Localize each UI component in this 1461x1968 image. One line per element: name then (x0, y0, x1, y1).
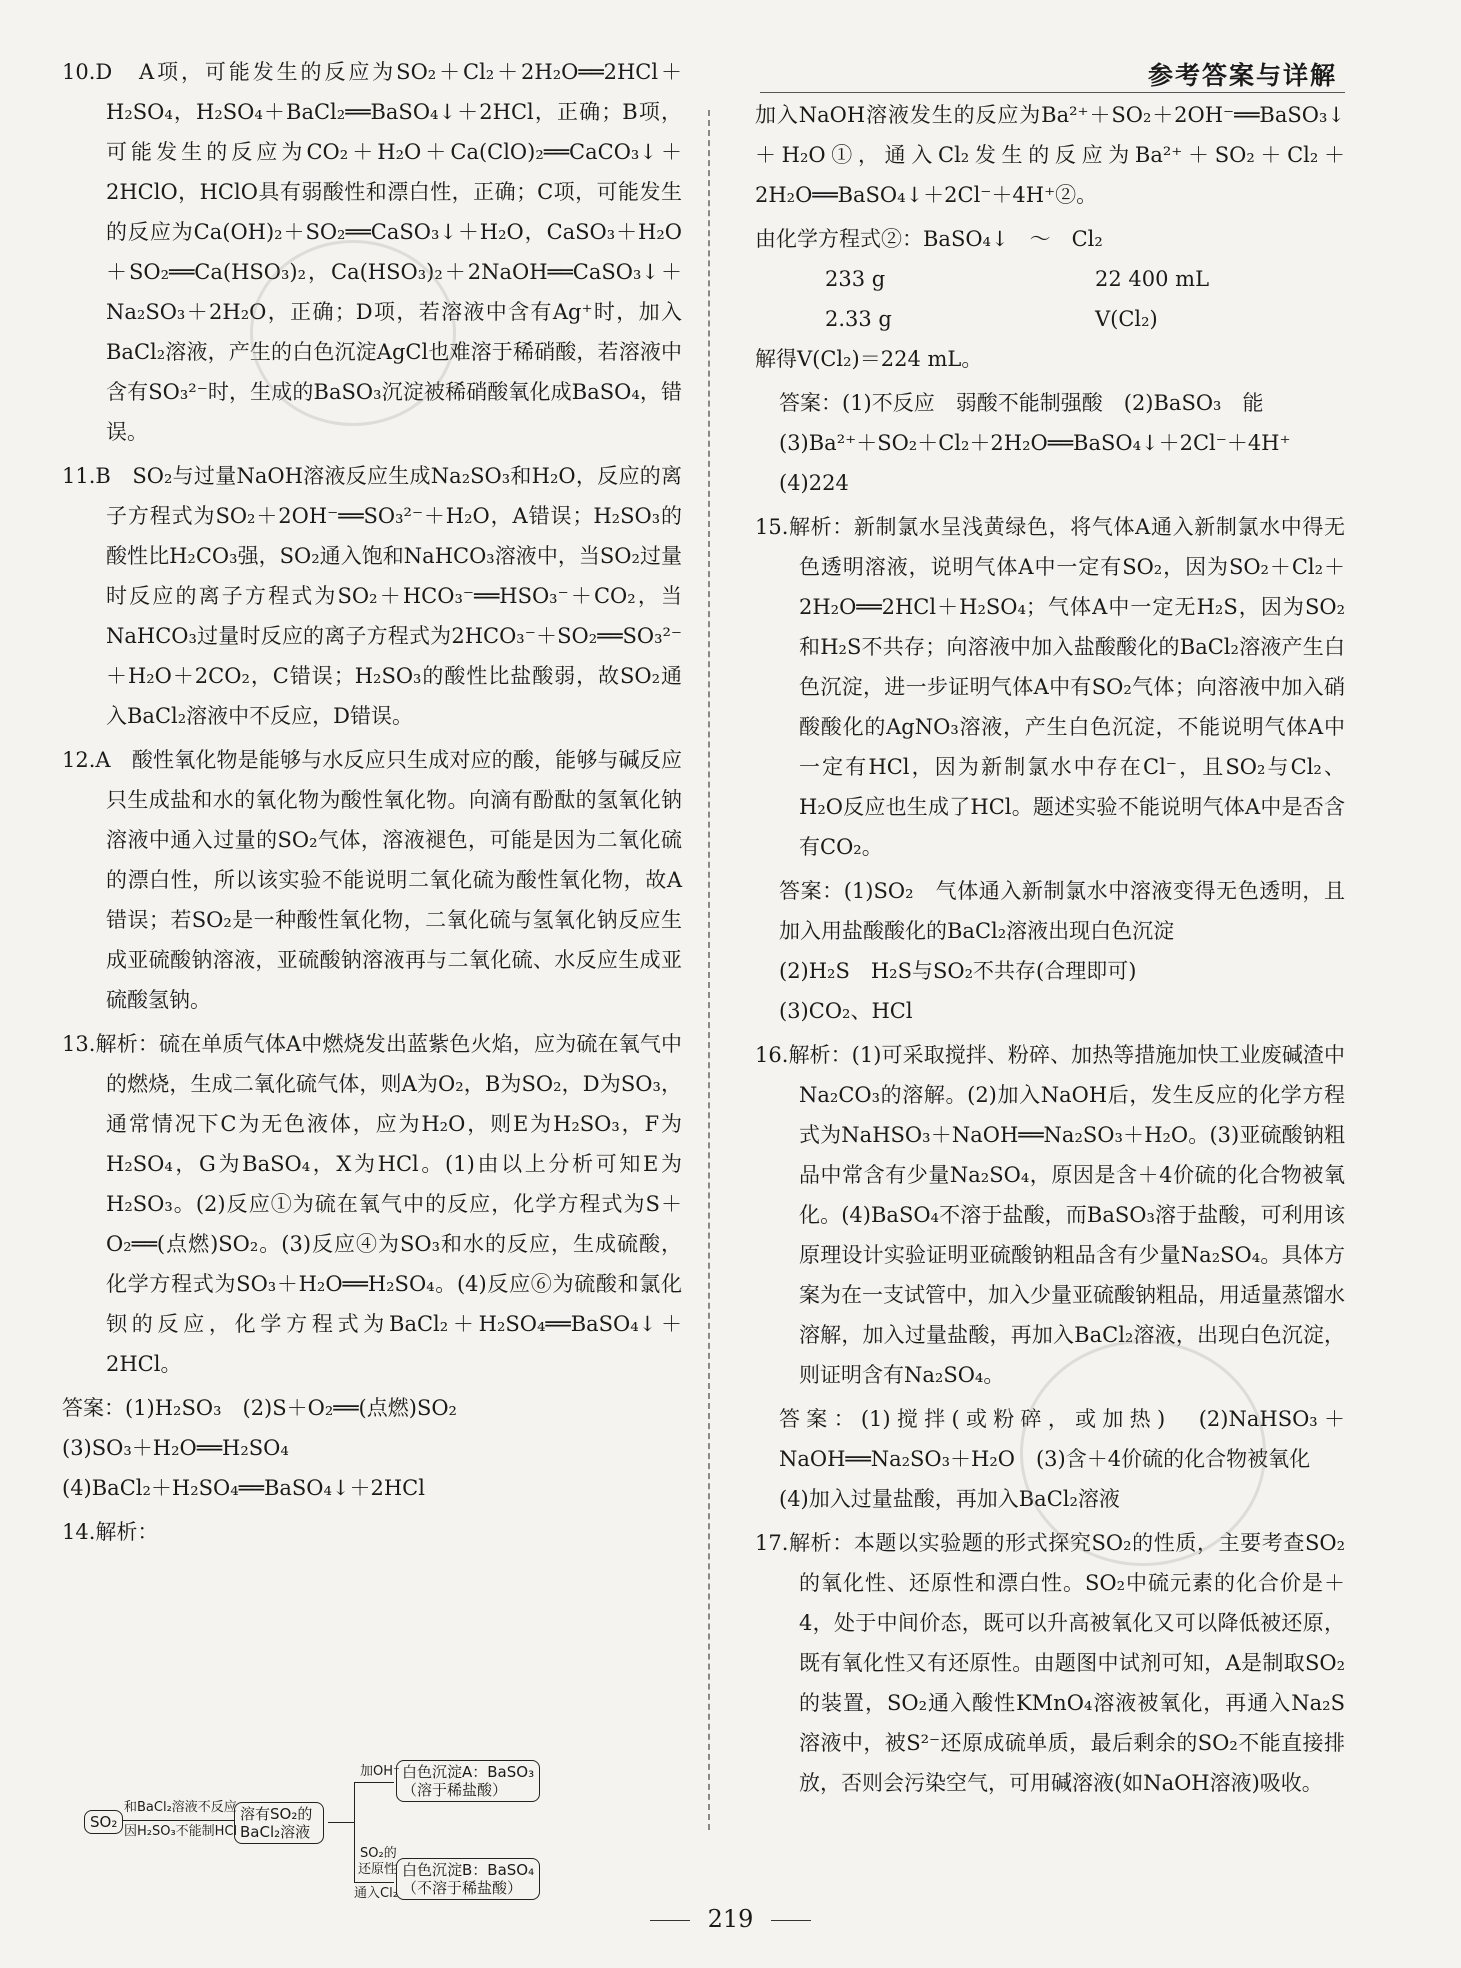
ratio-volume-2: V(Cl₂) (1095, 307, 1158, 331)
answer-13-text: 13.解析：硫在单质气体A中燃烧发出蓝紫色火焰，应为硫在氧气中的燃烧，生成二氧化硫气体，则A为O₂，B为SO₂，D为SO₃，通常情况下C为无色液体，应为H₂O，则E为H₂SO₃，F为H₂SO₄，G为BaSO₄，X为HCl。(1)由以上分析可知E为H₂SO₃。(2)反应①为硫在氧气中的反应，化学方程式为S＋O₂══(点燃)SO₂。(3)反应④为SO₃和水的反应，生成硫酸，化学方程式为SO₃＋H₂O══H₂SO₄。(4)反应⑥为硫酸和氯化钡的反应，化学方程式为BaCl₂＋H₂SO₄══BaSO₄↓＋2HCl。 (62, 1032, 682, 1376)
watermark-stamp-2 (1020, 1340, 1266, 1566)
answer-14-ratio (755, 219, 1345, 379)
answer-15-result (755, 871, 1345, 1031)
answer-13-result-3: (4)BaCl₂＋H₂SO₄══BaSO₄↓＋2HCl (62, 1476, 425, 1500)
answer-15-result-3: (3)CO₂、HCl (779, 999, 913, 1023)
diagram-result-b-1: 白色沉淀B：BaSO₄ (402, 1861, 535, 1879)
page-header (760, 52, 1345, 93)
ratio-solution: 解得V(Cl₂)＝224 mL。 (755, 347, 983, 371)
answer-14-result-1: 答案：(1)不反应 弱酸不能制强酸 (2)BaSO₃ 能 (779, 391, 1264, 415)
diagram-note-top: 和BaCl₂溶液不反应 (124, 1800, 237, 1815)
column-divider (708, 110, 710, 1830)
diagram-note-bottom: 因H₂SO₃不能制HCl (124, 1824, 238, 1839)
answer-15-result-2: (2)H₂S H₂S与SO₂不共存(合理即可) (779, 959, 1137, 983)
diagram-start-text: SO₂ (90, 1813, 118, 1831)
diagram-start-box (84, 1810, 123, 1834)
answer-15-result-1: 答案：(1)SO₂ 气体通入新制氯水中溶液变得无色透明，且加入用盐酸酸化的BaCl₂溶液出现白色沉淀 (779, 879, 1345, 943)
diagram-result-b-box (396, 1858, 540, 1900)
footer-dash-right (771, 1920, 811, 1921)
answer-10-text: 10.D A项，可能发生的反应为SO₂＋Cl₂＋2H₂O══2HCl＋H₂SO₄，H₂SO₄＋BaCl₂══BaSO₄↓＋2HCl，正确；B项，可能发生的反应为CO₂＋H₂O＋Ca(ClO)₂══CaCO₃↓＋2HClO，HClO具有弱酸性和漂白性，正确；C项，可能发生的反应为Ca(OH)₂＋SO₂══CaSO₃↓＋H₂O，CaSO₃＋H₂O＋SO₂══Ca(HSO₃)₂，Ca(HSO₃)₂＋2NaOH══CaSO₃↓＋Na₂SO₃＋2H₂O，正确；D项，若溶液中含有Ag⁺时，加入BaCl₂溶液，产生的白色沉淀AgCl也难溶于稀硝酸，若溶液中含有SO₃²⁻时，生成的BaSO₃沉淀被稀硝酸氧化成BaSO₄，错误。 (62, 60, 682, 444)
diagram-result-a-1: 白色沉淀A：BaSO₃ (402, 1763, 535, 1781)
answer-14 (62, 1512, 682, 1552)
answer-12 (62, 740, 682, 1020)
answer-14-result-3: (4)224 (779, 471, 849, 495)
diagram-branch-line (354, 1782, 355, 1882)
answer-14-continued-text: 加入NaOH溶液发生的反应为Ba²⁺＋SO₂＋2OH⁻══BaSO₃↓＋H₂O①，通入Cl₂发生的反应为Ba²⁺＋SO₂＋Cl₂＋2H₂O══BaSO₄↓＋2Cl⁻＋4H⁺②。 (755, 103, 1345, 207)
answer-15 (755, 507, 1345, 867)
page-number: 219 (707, 1905, 754, 1933)
diagram-arrow-1 (122, 1820, 234, 1821)
diagram-result-a-box (396, 1760, 540, 1802)
diagram-branch-bottom-label-3: 通入Cl₂ (354, 1886, 398, 1901)
answer-13-result-1: 答案：(1)H₂SO₃ (2)S＋O₂══(点燃)SO₂ (62, 1396, 457, 1420)
answer-16-result-1: 答案：(1)搅拌(或粉碎，或加热) (2)NaHSO₃＋NaOH══Na₂SO₃＋H₂O (3)含＋4价硫的化合物被氧化 (779, 1407, 1345, 1471)
ratio-volume-1: 22 400 mL (1095, 267, 1210, 291)
ratio-header: 由化学方程式②：BaSO₄↓ ～ Cl₂ (755, 227, 1103, 251)
answer-14-result-2: (3)Ba²⁺＋SO₂＋Cl₂＋2H₂O══BaSO₄↓＋2Cl⁻＋4H⁺ (779, 431, 1291, 455)
watermark-stamp-1 (250, 240, 456, 426)
answer-11 (62, 456, 682, 736)
answer-14-result (755, 383, 1345, 503)
flow-diagram (84, 1760, 674, 1910)
ratio-row-1 (755, 259, 1345, 299)
footer-dash-left (650, 1920, 690, 1921)
answer-16-result-2: (4)加入过量盐酸，再加入BaCl₂溶液 (779, 1487, 1120, 1511)
answer-13-result-2: (3)SO₃＋H₂O══H₂SO₄ (62, 1436, 289, 1460)
diagram-arrow-2 (328, 1822, 354, 1823)
diagram-branch-top (354, 1782, 394, 1783)
answer-11-text: 11.B SO₂与过量NaOH溶液反应生成Na₂SO₃和H₂O，反应的离子方程式为SO₂＋2OH⁻══SO₃²⁻＋H₂O，A错误；H₂SO₃的酸性比H₂CO₃强，SO₂通入饱和NaHCO₃溶液中，当SO₂过量时反应的离子方程式为SO₂＋HCO₃⁻══HSO₃⁻＋CO₂，当NaHCO₃过量时反应的离子方程式为2HCO₃⁻＋SO₂══SO₃²⁻＋H₂O＋2CO₂，C错误；H₂SO₃的酸性比盐酸弱，故SO₂通入BaCl₂溶液中不反应，D错误。 (62, 464, 682, 728)
diagram-result-a-2: （溶于稀盐酸） (402, 1781, 508, 1799)
answer-12-text: 12.A 酸性氧化物是能够与水反应只生成对应的酸，能够与碱反应只生成盐和水的氧化物为酸性氧化物。向滴有酚酞的氢氧化钠溶液中通入过量的SO₂气体，溶液褪色，可能是因为二氧化硫的漂白性，所以该实验不能说明二氧化硫为酸性氧化物，故A错误；若SO₂是一种酸性氧化物，二氧化硫与氢氧化钠反应生成亚硫酸钠溶液，亚硫酸钠溶液再与二氧化硫、水反应生成亚硫酸氢钠。 (62, 748, 682, 1012)
answer-15-text: 15.解析：新制氯水呈浅黄绿色，将气体A通入新制氯水中得无色透明溶液，说明气体A中一定有SO₂，因为SO₂＋Cl₂＋2H₂O══2HCl＋H₂SO₄；气体A中一定无H₂S，因为SO₂和H₂S不共存；向溶液中加入盐酸酸化的BaCl₂溶液产生白色沉淀，进一步证明气体A中有SO₂气体；向溶液中加入硝酸酸化的AgNO₃溶液，产生白色沉淀，不能说明气体A中一定有HCl，因为新制氯水中存在Cl⁻，且SO₂与Cl₂、H₂O反应也生成了HCl。题述实验不能说明气体A中是否含有CO₂。 (755, 515, 1345, 859)
answer-17 (755, 1523, 1345, 1803)
answer-16-text: 16.解析：(1)可采取搅拌、粉碎、加热等措施加快工业废碱渣中Na₂CO₃的溶解。(2)加入NaOH后，发生反应的化学方程式为NaHSO₃＋NaOH══Na₂SO₃＋H₂O。(3)亚硫酸钠粗品中常含有少量Na₂SO₄，原因是含＋4价硫的化合物被氧化。(4)BaSO₄不溶于盐酸，而BaSO₃溶于盐酸，可利用该原理设计实验证明亚硫酸钠粗品含有少量Na₂SO₄。具体方案为在一支试管中，加入少量亚硫酸钠粗品，用适量蒸馏水溶解，加入过量盐酸，再加入BaCl₂溶液，出现白色沉淀，则证明含有Na₂SO₄。 (755, 1043, 1345, 1387)
page-footer (0, 1905, 1461, 1933)
ratio-mass-2: 2.33 g (825, 307, 892, 331)
ratio-mass-1: 233 g (825, 267, 886, 291)
ratio-row-2 (755, 299, 1345, 339)
answer-16 (755, 1035, 1345, 1395)
diagram-result-b-2: （不溶于稀盐酸） (402, 1879, 523, 1897)
diagram-middle-text: 溶有SO₂的BaCl₂溶液 (240, 1805, 313, 1841)
answer-14-continued (755, 95, 1345, 215)
answer-13-result (62, 1388, 682, 1508)
answer-17-text: 17.解析：本题以实验题的形式探究SO₂的性质，主要考查SO₂的氧化性、还原性和漂白性。SO₂中硫元素的化合价是＋4，处于中间价态，既可以升高被氧化又可以降低被还原，既有氧化性又有还原性。由题图中试剂可知，A是制取SO₂的装置，SO₂通入酸性KMnO₄溶液被氧化，再通入Na₂S溶液中，被S²⁻还原成硫单质，最后剩余的SO₂不能直接排放，否则会污染空气，可用碱溶液(如NaOH溶液)吸收。 (755, 1531, 1345, 1795)
answer-14-label: 14.解析： (62, 1520, 159, 1544)
diagram-branch-top-label: 加OH⁻ (360, 1764, 400, 1779)
diagram-branch-bottom (354, 1882, 394, 1883)
right-column (755, 95, 1345, 1807)
diagram-middle-box (234, 1802, 324, 1844)
diagram-branch-bottom-label-2: 还原性 (358, 1862, 398, 1877)
header-title: 参考答案与详解 (1147, 61, 1337, 90)
answer-13 (62, 1024, 682, 1384)
diagram-branch-bottom-label-1: SO₂的 (360, 1846, 397, 1861)
